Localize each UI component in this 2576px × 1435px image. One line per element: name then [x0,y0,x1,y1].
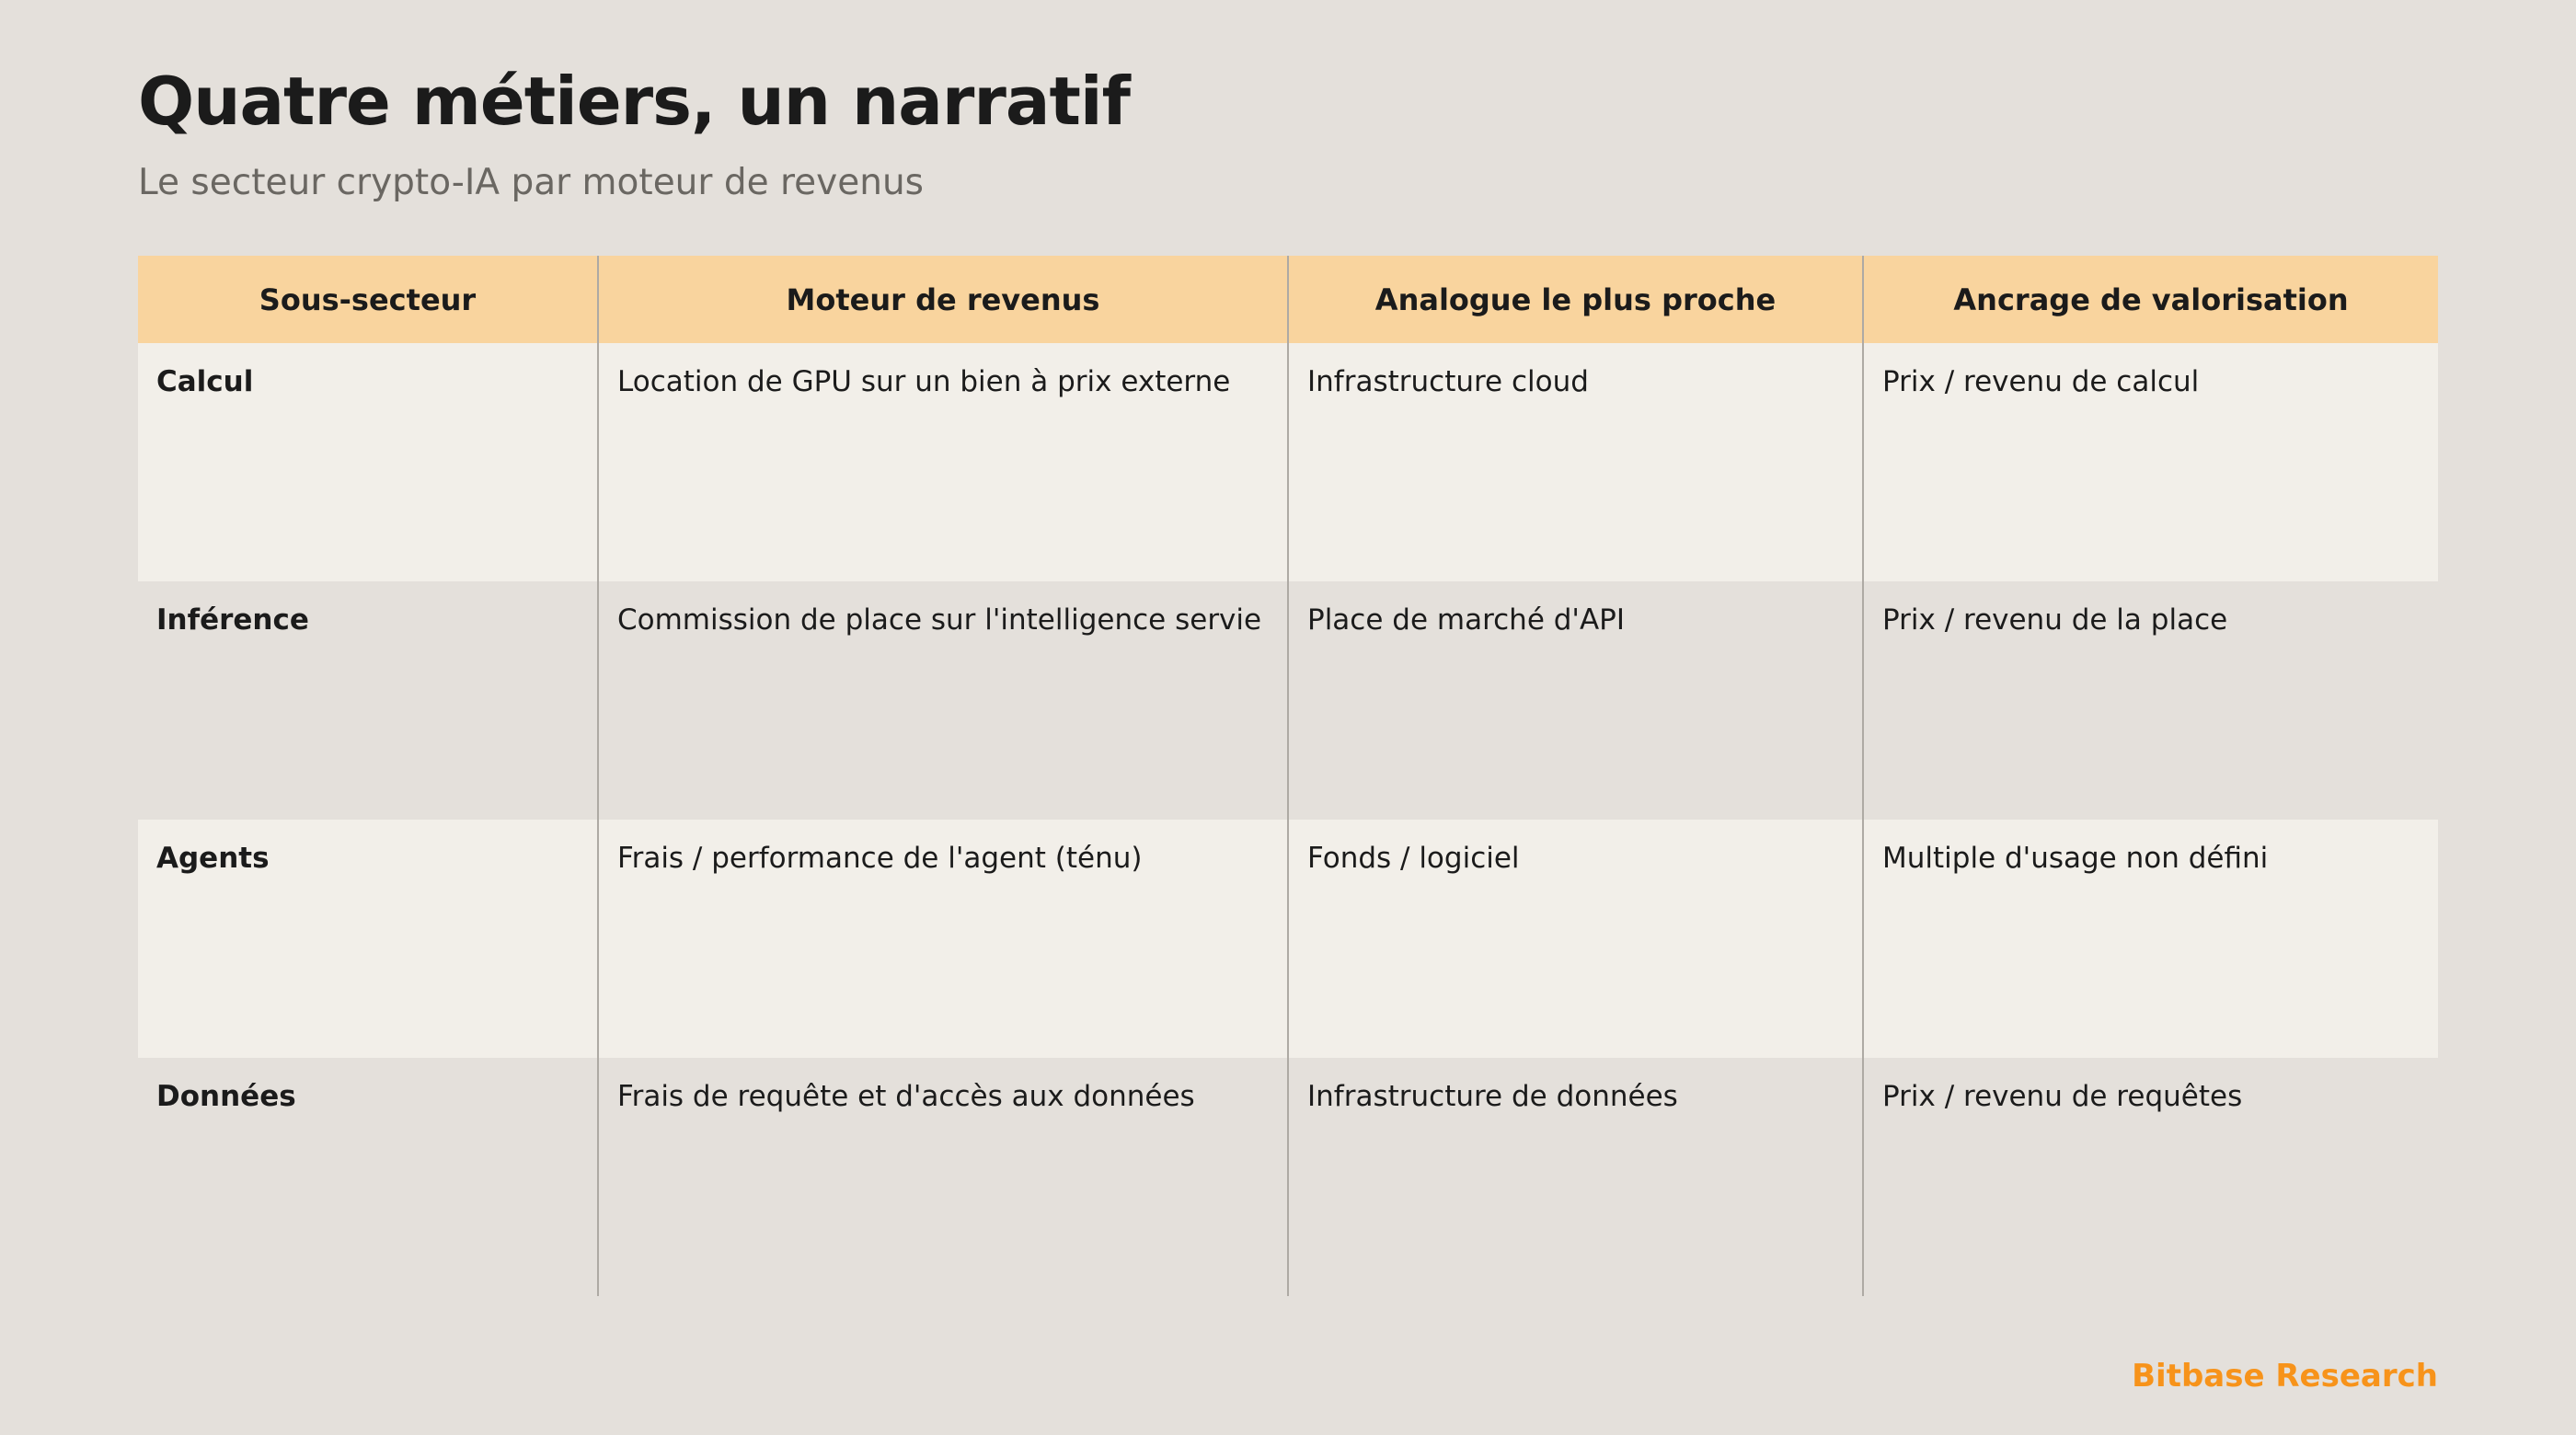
table-row [138,1058,2438,1296]
cell-valuation-anchor: Prix / revenu de la place [1863,581,2438,820]
revenue-table [138,256,2438,1296]
table-header-row [138,256,2438,343]
footer-brand: Bitbase Research [2132,1358,2438,1395]
page-title: Quatre métiers, un narratif [138,63,1130,140]
page-subtitle: Le secteur crypto-IA par moteur de revenus [138,162,924,203]
cell-analogue: Infrastructure de données [1288,1058,1863,1296]
cell-analogue: Fonds / logiciel [1288,820,1863,1058]
cell-sector: Inférence [138,581,598,820]
cell-sector: Agents [138,820,598,1058]
cell-analogue: Infrastructure cloud [1288,343,1863,581]
cell-revenue-engine: Commission de place sur l'intelligence servie [598,581,1288,820]
cell-revenue-engine: Frais de requête et d'accès aux données [598,1058,1288,1296]
cell-revenue-engine: Location de GPU sur un bien à prix externe [598,343,1288,581]
header-moteur-de-revenus: Moteur de revenus [598,256,1288,343]
cell-sector: Données [138,1058,598,1296]
table-row [138,343,2438,581]
table-row [138,581,2438,820]
table-row [138,820,2438,1058]
cell-valuation-anchor: Multiple d'usage non défini [1863,820,2438,1058]
cell-revenue-engine: Frais / performance de l'agent (ténu) [598,820,1288,1058]
cell-analogue: Place de marché d'API [1288,581,1863,820]
cell-valuation-anchor: Prix / revenu de requêtes [1863,1058,2438,1296]
header-analogue: Analogue le plus proche [1288,256,1863,343]
cell-sector: Calcul [138,343,598,581]
header-sous-secteur: Sous-secteur [138,256,598,343]
cell-valuation-anchor: Prix / revenu de calcul [1863,343,2438,581]
header-ancrage-valorisation: Ancrage de valorisation [1863,256,2438,343]
